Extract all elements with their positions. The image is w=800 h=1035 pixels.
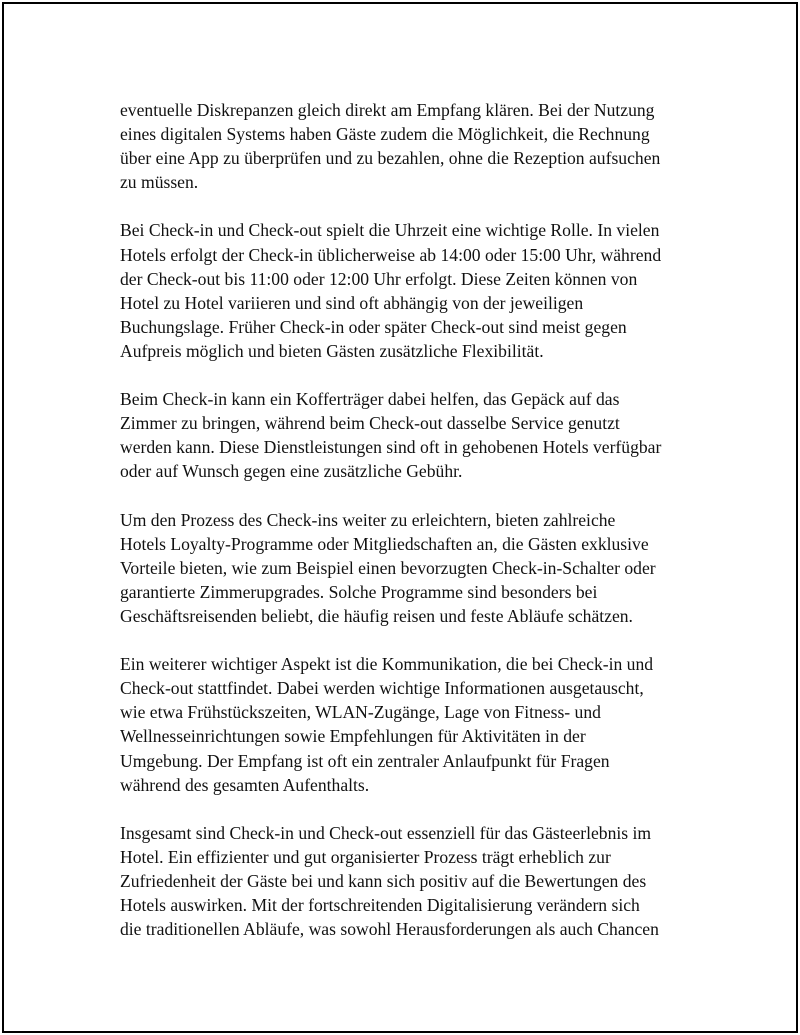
text-line: Vorteile bieten, wie zum Beispiel einen bevorzugten Check-in-Schalter oder bbox=[120, 557, 656, 578]
paragraph bbox=[120, 218, 692, 363]
text-line: Wellnesseinrichtungen sowie Empfehlungen für Aktivitäten in der bbox=[120, 726, 586, 747]
text-line: Umgebung. Der Empfang ist oft ein zentraler Anlaufpunkt für Fragen bbox=[120, 750, 610, 771]
text-line: Hotels auswirken. Mit der fortschreitenden Digitalisierung verändern sich bbox=[120, 895, 640, 916]
text-line: garantierte Zimmerupgrades. Solche Programme sind besonders bei bbox=[120, 581, 598, 602]
text-line: Hotels erfolgt der Check-in üblicherweise ab 14:00 oder 15:00 Uhr, während bbox=[120, 244, 662, 265]
paragraph bbox=[120, 821, 692, 941]
text-line: Aufpreis möglich und bieten Gästen zusätzliche Flexibilität. bbox=[120, 340, 544, 361]
text-line: der Check-out bis 11:00 oder 12:00 Uhr erfolgt. Diese Zeiten können von bbox=[120, 268, 638, 289]
text-line: Buchungslage. Früher Check-in oder später Check-out sind meist gegen bbox=[120, 316, 627, 337]
text-line: oder auf Wunsch gegen eine zusätzliche Gebühr. bbox=[120, 461, 463, 482]
text-line: Hotel. Ein effizienter und gut organisierter Prozess trägt erheblich zur bbox=[120, 846, 611, 867]
text-line: Hotels Loyalty-Programme oder Mitgliedschaften an, die Gästen exklusive bbox=[120, 533, 649, 554]
text-line: Insgesamt sind Check-in und Check-out essenziell für das Gästeerlebnis im bbox=[120, 822, 652, 843]
text-line: Hotel zu Hotel variieren und sind oft abhängig von der jeweiligen bbox=[120, 292, 584, 313]
text-line: Zimmer zu bringen, während beim Check-out dasselbe Service genutzt bbox=[120, 413, 620, 434]
paragraph-gap bbox=[120, 628, 692, 652]
text-line: Bei Check-in und Check-out spielt die Uhrzeit eine wichtige Rolle. In vielen bbox=[120, 220, 660, 241]
text-line: eines digitalen Systems haben Gäste zudem die Möglichkeit, die Rechnung bbox=[120, 124, 650, 145]
text-line: Ein weiterer wichtiger Aspekt ist die Kommunikation, die bei Check-in und bbox=[120, 654, 654, 675]
text-line: wie etwa Frühstückszeiten, WLAN-Zugänge, Lage von Fitness- und bbox=[120, 702, 601, 723]
text-line: Check-out stattfindet. Dabei werden wichtige Informationen ausgetauscht, bbox=[120, 678, 644, 699]
paragraph bbox=[120, 98, 692, 194]
text-line: Zufriedenheit der Gäste bei und kann sich positiv auf die Bewertungen des bbox=[120, 871, 647, 891]
text-line: die traditionellen Abläufe, was sowohl Herausforderungen als auch Chancen bbox=[120, 919, 659, 940]
text-line: Um den Prozess des Check-ins weiter zu erleichtern, bieten zahlreiche bbox=[120, 509, 616, 530]
document-body bbox=[120, 98, 692, 941]
page-frame bbox=[2, 2, 798, 1033]
paragraph-gap bbox=[120, 194, 692, 218]
text-line: eventuelle Diskrepanzen gleich direkt am Empfang klären. Bei der Nutzung bbox=[120, 100, 655, 120]
paragraph-gap bbox=[120, 484, 692, 508]
paragraph bbox=[120, 387, 692, 483]
text-line: Beim Check-in kann ein Kofferträger dabei helfen, das Gepäck auf das bbox=[120, 389, 620, 410]
text-line: während des gesamten Aufenthalts. bbox=[120, 774, 370, 795]
text-line: über eine App zu überprüfen und zu bezahlen, ohne die Rezeption aufsuchen bbox=[120, 148, 661, 169]
paragraph bbox=[120, 508, 692, 628]
paragraph bbox=[120, 652, 692, 797]
paragraph-gap bbox=[120, 363, 692, 387]
text-line: zu müssen. bbox=[120, 172, 199, 193]
text-line: werden kann. Diese Dienstleistungen sind oft in gehobenen Hotels verfügbar bbox=[120, 437, 662, 458]
paragraph-gap bbox=[120, 797, 692, 821]
text-line: Geschäftsreisenden beliebt, die häufig reisen und feste Abläufe schätzen. bbox=[120, 605, 633, 626]
